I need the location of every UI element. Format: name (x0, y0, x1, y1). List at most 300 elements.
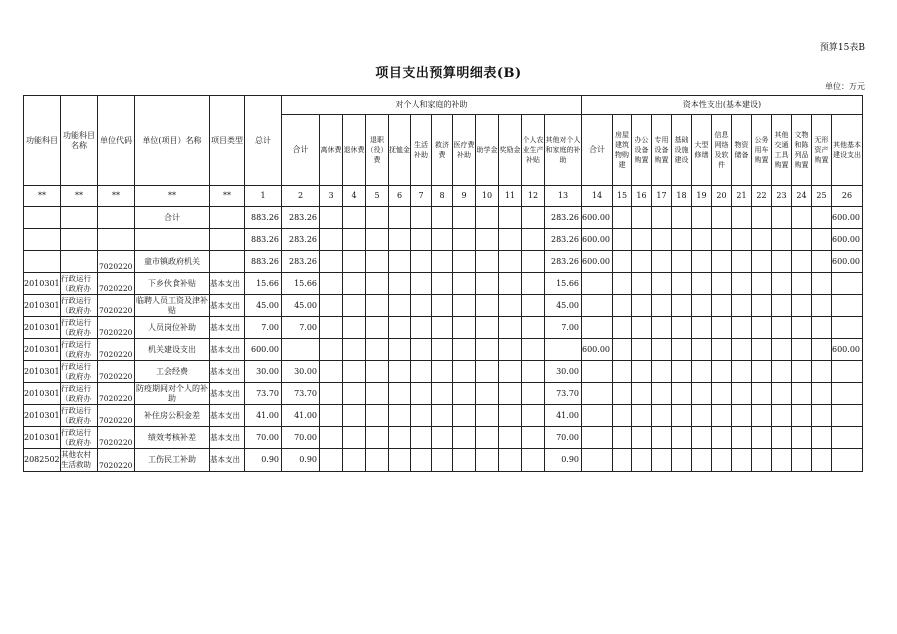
empty-cell (411, 251, 432, 273)
empty-cell (411, 427, 432, 449)
table-row (24, 339, 863, 361)
empty-cell (752, 361, 772, 383)
empty-cell (632, 273, 652, 295)
personal-other-cell: 283.26 (545, 229, 582, 251)
empty-cell (432, 361, 453, 383)
empty-cell (499, 207, 522, 229)
empty-cell (712, 295, 732, 317)
empty-cell (320, 427, 343, 449)
empty-cell (366, 427, 389, 449)
empty-cell (522, 449, 545, 472)
total-cell: 73.70 (245, 383, 282, 405)
personal-other-cell: 283.26 (545, 207, 582, 229)
func-subject-name-cell: 行政运行（政府办 (61, 427, 98, 449)
header-c-other: 其他基本建设支出 (832, 115, 863, 186)
empty-cell (389, 405, 411, 427)
capital-sum-cell (582, 317, 613, 339)
empty-cell (792, 383, 812, 405)
func-subject-name-cell: 行政运行（政府办 (61, 383, 98, 405)
unit-code-cell (98, 207, 135, 229)
unit-code-cell (98, 229, 135, 251)
empty-cell (453, 383, 476, 405)
header-p-retire: 离休费 (320, 115, 343, 186)
empty-cell (453, 273, 476, 295)
func-subject-cell: 2010301 (24, 361, 61, 383)
empty-cell (672, 405, 692, 427)
total-cell: 883.26 (245, 229, 282, 251)
empty-cell (732, 273, 752, 295)
project-name-cell: 人员岗位补助 (135, 317, 210, 339)
empty-cell (812, 339, 832, 361)
empty-cell (366, 383, 389, 405)
empty-cell (453, 317, 476, 339)
header-c-infra: 基础设施建设 (672, 115, 692, 186)
column-index-row (24, 186, 863, 207)
empty-cell (522, 361, 545, 383)
project-type-cell (210, 251, 245, 273)
unit-label: 单位：万元 (825, 82, 865, 91)
empty-cell (366, 251, 389, 273)
header-p-other: 其他对个人和家庭的补助 (545, 115, 582, 186)
header-project-type: 项目类型 (210, 96, 245, 186)
empty-cell (389, 207, 411, 229)
index-cell: 17 (652, 186, 672, 207)
empty-cell (411, 449, 432, 472)
empty-cell (389, 449, 411, 472)
func-subject-name-cell (61, 207, 98, 229)
empty-cell (672, 295, 692, 317)
personal-other-cell: 30.00 (545, 361, 582, 383)
empty-cell (772, 405, 792, 427)
table-row (24, 427, 863, 449)
personal-sum-cell: 70.00 (282, 427, 320, 449)
empty-cell (792, 207, 812, 229)
empty-cell (411, 405, 432, 427)
empty-cell (389, 427, 411, 449)
header-c-intangible: 无形资产购置 (812, 115, 832, 186)
empty-cell (613, 383, 632, 405)
empty-cell (432, 273, 453, 295)
empty-cell (672, 207, 692, 229)
empty-cell (453, 405, 476, 427)
empty-cell (613, 251, 632, 273)
empty-cell (812, 383, 832, 405)
empty-cell (752, 317, 772, 339)
index-cell: ** (61, 186, 98, 207)
index-cell: 10 (476, 186, 499, 207)
table-row (24, 273, 863, 295)
unit-code-cell: 7020220 (98, 339, 135, 361)
header-unit-project-name: 单位(项目）名称 (135, 96, 210, 186)
func-subject-name-cell: 行政运行（政府办 (61, 339, 98, 361)
empty-cell (499, 383, 522, 405)
unit-code-cell: 7020220 (98, 317, 135, 339)
table-row (24, 405, 863, 427)
empty-cell (522, 405, 545, 427)
empty-cell (772, 295, 792, 317)
empty-cell (792, 405, 812, 427)
empty-cell (320, 317, 343, 339)
func-subject-name-cell: 行政运行（政府办 (61, 273, 98, 295)
empty-cell (812, 295, 832, 317)
empty-cell (476, 317, 499, 339)
personal-sum-cell: 283.26 (282, 207, 320, 229)
empty-cell (772, 207, 792, 229)
empty-cell (613, 273, 632, 295)
personal-sum-cell: 283.26 (282, 251, 320, 273)
empty-cell (411, 317, 432, 339)
empty-cell (652, 361, 672, 383)
empty-cell (712, 317, 732, 339)
empty-cell (712, 361, 732, 383)
empty-cell (772, 273, 792, 295)
empty-cell (772, 427, 792, 449)
empty-cell (343, 339, 366, 361)
empty-cell (522, 339, 545, 361)
empty-cell (812, 273, 832, 295)
empty-cell (632, 405, 652, 427)
empty-cell (632, 339, 652, 361)
header-c-car: 公务用车购置 (752, 115, 772, 186)
unit-code-cell: 7020220 (98, 361, 135, 383)
empty-cell (752, 405, 772, 427)
index-cell: 22 (752, 186, 772, 207)
empty-cell (389, 339, 411, 361)
empty-cell (792, 251, 812, 273)
personal-sum-cell: 15.66 (282, 273, 320, 295)
func-subject-cell (24, 229, 61, 251)
empty-cell (320, 207, 343, 229)
empty-cell (522, 427, 545, 449)
empty-cell (652, 339, 672, 361)
index-cell: 1 (245, 186, 282, 207)
empty-cell (499, 405, 522, 427)
project-type-cell (210, 207, 245, 229)
total-cell: 883.26 (245, 251, 282, 273)
personal-other-cell: 45.00 (545, 295, 582, 317)
empty-cell (752, 207, 772, 229)
index-cell: 5 (366, 186, 389, 207)
empty-cell (792, 273, 812, 295)
empty-cell (613, 339, 632, 361)
empty-cell (792, 317, 812, 339)
empty-cell (632, 317, 652, 339)
index-cell: 12 (522, 186, 545, 207)
func-subject-cell: 2010301 (24, 295, 61, 317)
project-name-cell: 补住房公积金差 (135, 405, 210, 427)
unit-code-cell: 7020220 (98, 273, 135, 295)
header-p-nongye: 个人农业生产补贴 (522, 115, 545, 186)
empty-cell (712, 229, 732, 251)
personal-sum-cell: 41.00 (282, 405, 320, 427)
index-cell: ** (210, 186, 245, 207)
empty-cell (712, 207, 732, 229)
index-cell: 13 (545, 186, 582, 207)
personal-other-cell: 73.70 (545, 383, 582, 405)
empty-cell (389, 317, 411, 339)
empty-cell (772, 449, 792, 472)
empty-cell (499, 273, 522, 295)
empty-cell (692, 229, 712, 251)
index-cell: 4 (343, 186, 366, 207)
empty-cell (812, 251, 832, 273)
header-c-transport: 其他交通工具购置 (772, 115, 792, 186)
empty-cell (792, 427, 812, 449)
empty-cell (672, 427, 692, 449)
total-cell: 45.00 (245, 295, 282, 317)
empty-cell (432, 251, 453, 273)
empty-cell (499, 449, 522, 472)
empty-cell (343, 207, 366, 229)
project-type-cell: 基本支出 (210, 361, 245, 383)
table-row (24, 229, 863, 251)
empty-cell (320, 295, 343, 317)
empty-cell (613, 317, 632, 339)
empty-cell (772, 361, 792, 383)
func-subject-name-cell: 行政运行（政府办 (61, 295, 98, 317)
empty-cell (652, 273, 672, 295)
empty-cell (712, 273, 732, 295)
func-subject-cell: 2010301 (24, 317, 61, 339)
index-cell: 16 (632, 186, 652, 207)
empty-cell (712, 339, 732, 361)
capital-sum-cell (582, 273, 613, 295)
empty-cell (522, 273, 545, 295)
project-type-cell: 基本支出 (210, 405, 245, 427)
empty-cell (732, 295, 752, 317)
empty-cell (812, 361, 832, 383)
header-c-office: 办公设备购置 (632, 115, 652, 186)
empty-cell (732, 405, 752, 427)
table-row (24, 449, 863, 472)
func-subject-cell: 2010301 (24, 273, 61, 295)
header-p-tuixiu: 退休费 (343, 115, 366, 186)
header-group-personal: 对个人和家庭的补助 (282, 96, 582, 115)
empty-cell (732, 449, 752, 472)
capital-other-cell (832, 317, 863, 339)
empty-cell (432, 207, 453, 229)
index-cell: ** (135, 186, 210, 207)
func-subject-cell: 2010301 (24, 383, 61, 405)
index-row (24, 186, 863, 207)
empty-cell (732, 229, 752, 251)
empty-cell (320, 339, 343, 361)
project-name-cell: 童市镇政府机关 (135, 251, 210, 273)
empty-cell (732, 383, 752, 405)
empty-cell (632, 449, 652, 472)
empty-cell (613, 449, 632, 472)
empty-cell (672, 383, 692, 405)
empty-cell (411, 295, 432, 317)
empty-cell (476, 251, 499, 273)
empty-cell (499, 361, 522, 383)
empty-cell (732, 361, 752, 383)
index-cell: 23 (772, 186, 792, 207)
empty-cell (476, 361, 499, 383)
empty-cell (432, 295, 453, 317)
empty-cell (652, 251, 672, 273)
func-subject-name-cell: 行政运行（政府办 (61, 405, 98, 427)
empty-cell (632, 251, 652, 273)
total-cell: 15.66 (245, 273, 282, 295)
empty-cell (453, 449, 476, 472)
header-c-repair: 大型修缮 (692, 115, 712, 186)
project-type-cell: 基本支出 (210, 383, 245, 405)
empty-cell (692, 207, 712, 229)
empty-cell (772, 383, 792, 405)
empty-cell (411, 207, 432, 229)
unit-code-cell: 7020220 (98, 449, 135, 472)
empty-cell (613, 427, 632, 449)
capital-sum-cell (582, 405, 613, 427)
table-row (24, 383, 863, 405)
unit-code-cell: 7020220 (98, 383, 135, 405)
personal-sum-cell: 45.00 (282, 295, 320, 317)
project-type-cell: 基本支出 (210, 339, 245, 361)
empty-cell (613, 295, 632, 317)
index-cell: 24 (792, 186, 812, 207)
empty-cell (812, 427, 832, 449)
table-code-label: 预算15表B (819, 43, 865, 53)
personal-other-cell: 7.00 (545, 317, 582, 339)
empty-cell (411, 361, 432, 383)
empty-cell (652, 207, 672, 229)
header-group-capital: 资本性支出(基本建设) (582, 96, 863, 115)
empty-cell (343, 273, 366, 295)
capital-sum-cell (582, 361, 613, 383)
empty-cell (389, 295, 411, 317)
project-name-cell: 临聘人员工资及津补贴 (136, 295, 208, 315)
empty-cell (792, 295, 812, 317)
project-type-cell: 基本支出 (210, 273, 245, 295)
header-p-fuxu: 抚恤金 (389, 115, 411, 186)
index-cell: 3 (320, 186, 343, 207)
empty-cell (732, 251, 752, 273)
personal-other-cell: 283.26 (545, 251, 582, 273)
empty-cell (632, 295, 652, 317)
table-body (24, 207, 863, 472)
index-cell: 9 (453, 186, 476, 207)
empty-cell (732, 339, 752, 361)
index-cell: 18 (672, 186, 692, 207)
header-p-jiuji: 救济费 (432, 115, 453, 186)
total-cell: 41.00 (245, 405, 282, 427)
empty-cell (320, 229, 343, 251)
empty-cell (366, 295, 389, 317)
empty-cell (672, 361, 692, 383)
empty-cell (732, 207, 752, 229)
empty-cell (343, 383, 366, 405)
empty-cell (476, 339, 499, 361)
header-p-sum: 合计 (282, 115, 320, 186)
empty-cell (522, 229, 545, 251)
empty-cell (366, 449, 389, 472)
project-type-cell (210, 229, 245, 251)
index-cell: 20 (712, 186, 732, 207)
header-c-material: 物资储备 (732, 115, 752, 186)
empty-cell (772, 251, 792, 273)
empty-cell (752, 449, 772, 472)
personal-other-cell: 0.90 (545, 449, 582, 472)
personal-other-cell (545, 339, 582, 361)
empty-cell (366, 273, 389, 295)
func-subject-name-cell: 行政运行（政府办 (61, 361, 98, 383)
project-type-cell: 基本支出 (210, 449, 245, 472)
empty-cell (772, 317, 792, 339)
empty-cell (752, 273, 772, 295)
empty-cell (366, 229, 389, 251)
personal-sum-cell: 7.00 (282, 317, 320, 339)
empty-cell (343, 361, 366, 383)
empty-cell (432, 449, 453, 472)
empty-cell (672, 339, 692, 361)
personal-other-cell: 41.00 (545, 405, 582, 427)
header-p-yiliao: 医疗费补助 (453, 115, 476, 186)
index-cell: ** (24, 186, 61, 207)
unit-code-cell: 7020220 (98, 295, 135, 317)
index-cell: 21 (732, 186, 752, 207)
empty-cell (499, 229, 522, 251)
empty-cell (692, 383, 712, 405)
empty-cell (320, 383, 343, 405)
capital-other-cell (832, 295, 863, 317)
index-cell: 2 (282, 186, 320, 207)
empty-cell (476, 295, 499, 317)
empty-cell (792, 229, 812, 251)
empty-cell (692, 405, 712, 427)
empty-cell (712, 405, 732, 427)
header-c-sum: 合计 (582, 115, 613, 186)
empty-cell (672, 251, 692, 273)
func-subject-cell: 2082502 (24, 449, 61, 472)
empty-cell (772, 339, 792, 361)
header-total: 总计 (245, 96, 282, 186)
empty-cell (712, 449, 732, 472)
empty-cell (453, 339, 476, 361)
empty-cell (343, 251, 366, 273)
func-subject-cell (24, 207, 61, 229)
empty-cell (476, 427, 499, 449)
empty-cell (476, 405, 499, 427)
empty-cell (411, 339, 432, 361)
empty-cell (792, 361, 812, 383)
personal-sum-cell (282, 339, 320, 361)
empty-cell (343, 295, 366, 317)
empty-cell (389, 361, 411, 383)
capital-sum-cell (582, 383, 613, 405)
empty-cell (632, 383, 652, 405)
capital-other-cell (832, 361, 863, 383)
empty-cell (476, 207, 499, 229)
capital-other-cell (832, 427, 863, 449)
index-cell: ** (98, 186, 135, 207)
empty-cell (812, 229, 832, 251)
empty-cell (366, 207, 389, 229)
empty-cell (320, 273, 343, 295)
empty-cell (652, 449, 672, 472)
empty-cell (411, 273, 432, 295)
empty-cell (752, 383, 772, 405)
empty-cell (692, 361, 712, 383)
header-func-subject: 功能科目 (24, 96, 61, 186)
empty-cell (366, 361, 389, 383)
empty-cell (752, 251, 772, 273)
func-subject-name-cell (61, 229, 98, 251)
func-subject-cell: 2010301 (24, 339, 61, 361)
empty-cell (752, 295, 772, 317)
empty-cell (476, 273, 499, 295)
table-row (24, 361, 863, 383)
